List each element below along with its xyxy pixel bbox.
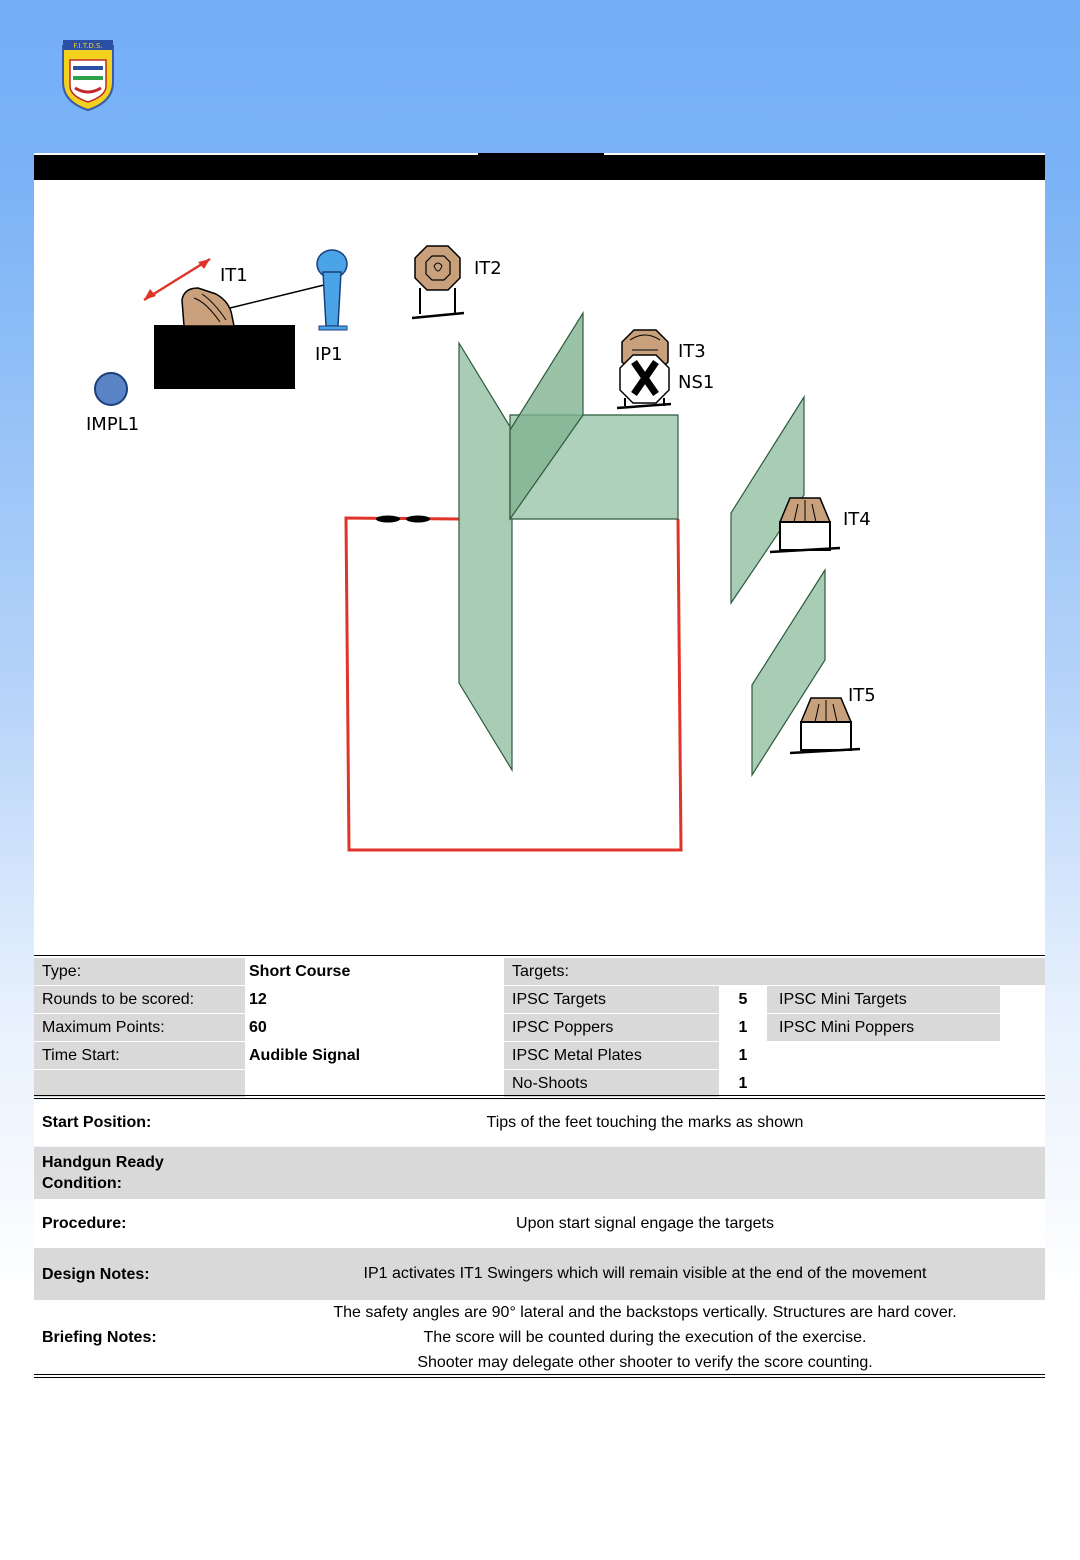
stage-diagram [34, 180, 1045, 955]
procedure-value: Upon start signal engage the targets [516, 1215, 774, 1232]
rounds-value: 12 [249, 991, 267, 1008]
target-type-name: IPSC Targets [504, 986, 719, 1013]
impl1-marker [95, 373, 127, 405]
table-divider [34, 1095, 1045, 1099]
empty-label-cell [34, 1070, 245, 1097]
timestart-value: Audible Signal [249, 1047, 361, 1064]
rounds-label: Rounds to be scored: [34, 986, 245, 1013]
targets-label: Targets: [504, 958, 1045, 985]
mini-target-name: IPSC Mini Poppers [767, 1014, 1000, 1041]
design-notes-value: IP1 activates IT1 Swingers which will remain visible at the end of the movement [363, 1265, 927, 1282]
stage-diagram-svg [34, 180, 1045, 955]
start-mark-right [406, 516, 430, 523]
ready-condition-label-line-1: Handgun Ready [42, 1154, 164, 1171]
maxpoints-value: 60 [249, 1019, 267, 1036]
target-type-name: IPSC Metal Plates [504, 1042, 719, 1069]
header-tab [478, 153, 604, 156]
it5-target [790, 698, 860, 753]
ip1-popper [317, 250, 347, 330]
design-notes-label: Design Notes: [42, 1266, 150, 1283]
label-it3: IT3 [678, 341, 706, 362]
header-bar [34, 155, 1045, 180]
start-position-label: Start Position: [42, 1114, 152, 1131]
barricade-black [154, 325, 295, 389]
briefing-notes-line: The safety angles are 90° lateral and the backstops vertically. Structures are hard cover. [333, 1304, 957, 1321]
type-label: Type: [34, 958, 245, 985]
timestart-label: Time Start: [34, 1042, 245, 1069]
target-type-count: 1 [738, 1075, 748, 1092]
label-it2: IT2 [474, 258, 502, 279]
fault-line [346, 518, 681, 850]
bottom-divider [34, 1374, 1045, 1378]
start-position-row [34, 1100, 1045, 1146]
start-position-value: Tips of the feet touching the marks as shown [486, 1114, 804, 1131]
label-it4: IT4 [843, 509, 871, 530]
ready-condition-label-line-2: Condition: [42, 1175, 122, 1192]
it2-target [412, 246, 464, 318]
target-type-name: No-Shoots [504, 1070, 719, 1097]
logo-text: F.I.T.D.S. [73, 42, 103, 50]
briefing-notes-label: Briefing Notes: [42, 1329, 157, 1346]
stage-info-table [34, 955, 1045, 1098]
type-value: Short Course [249, 963, 351, 980]
briefing-notes-line: Shooter may delegate other shooter to verify the score counting. [417, 1354, 873, 1371]
mini-target-name: IPSC Mini Targets [767, 986, 1000, 1013]
procedure-row [34, 1199, 1045, 1248]
wall-center-long [459, 343, 512, 770]
label-ip1: IP1 [315, 344, 343, 365]
target-type-count: 1 [738, 1047, 748, 1064]
label-it5: IT5 [848, 685, 876, 706]
maxpoints-label: Maximum Points: [34, 1014, 245, 1041]
label-ns1: NS1 [678, 372, 715, 393]
it3-ns1-target [617, 330, 671, 408]
target-type-name: IPSC Poppers [504, 1014, 719, 1041]
target-type-count: 5 [738, 991, 748, 1008]
start-mark-left [376, 516, 400, 523]
briefing-notes-line: The score will be counted during the execution of the exercise. [423, 1329, 867, 1346]
fitds-logo [60, 38, 116, 112]
label-impl1: IMPL1 [86, 414, 140, 435]
briefing-notes-row [34, 1300, 1045, 1374]
ready-condition-row [34, 1147, 1045, 1199]
procedure-label: Procedure: [42, 1215, 127, 1232]
target-type-count: 1 [738, 1019, 748, 1036]
label-it1: IT1 [220, 265, 248, 286]
design-notes-row [34, 1248, 1045, 1300]
